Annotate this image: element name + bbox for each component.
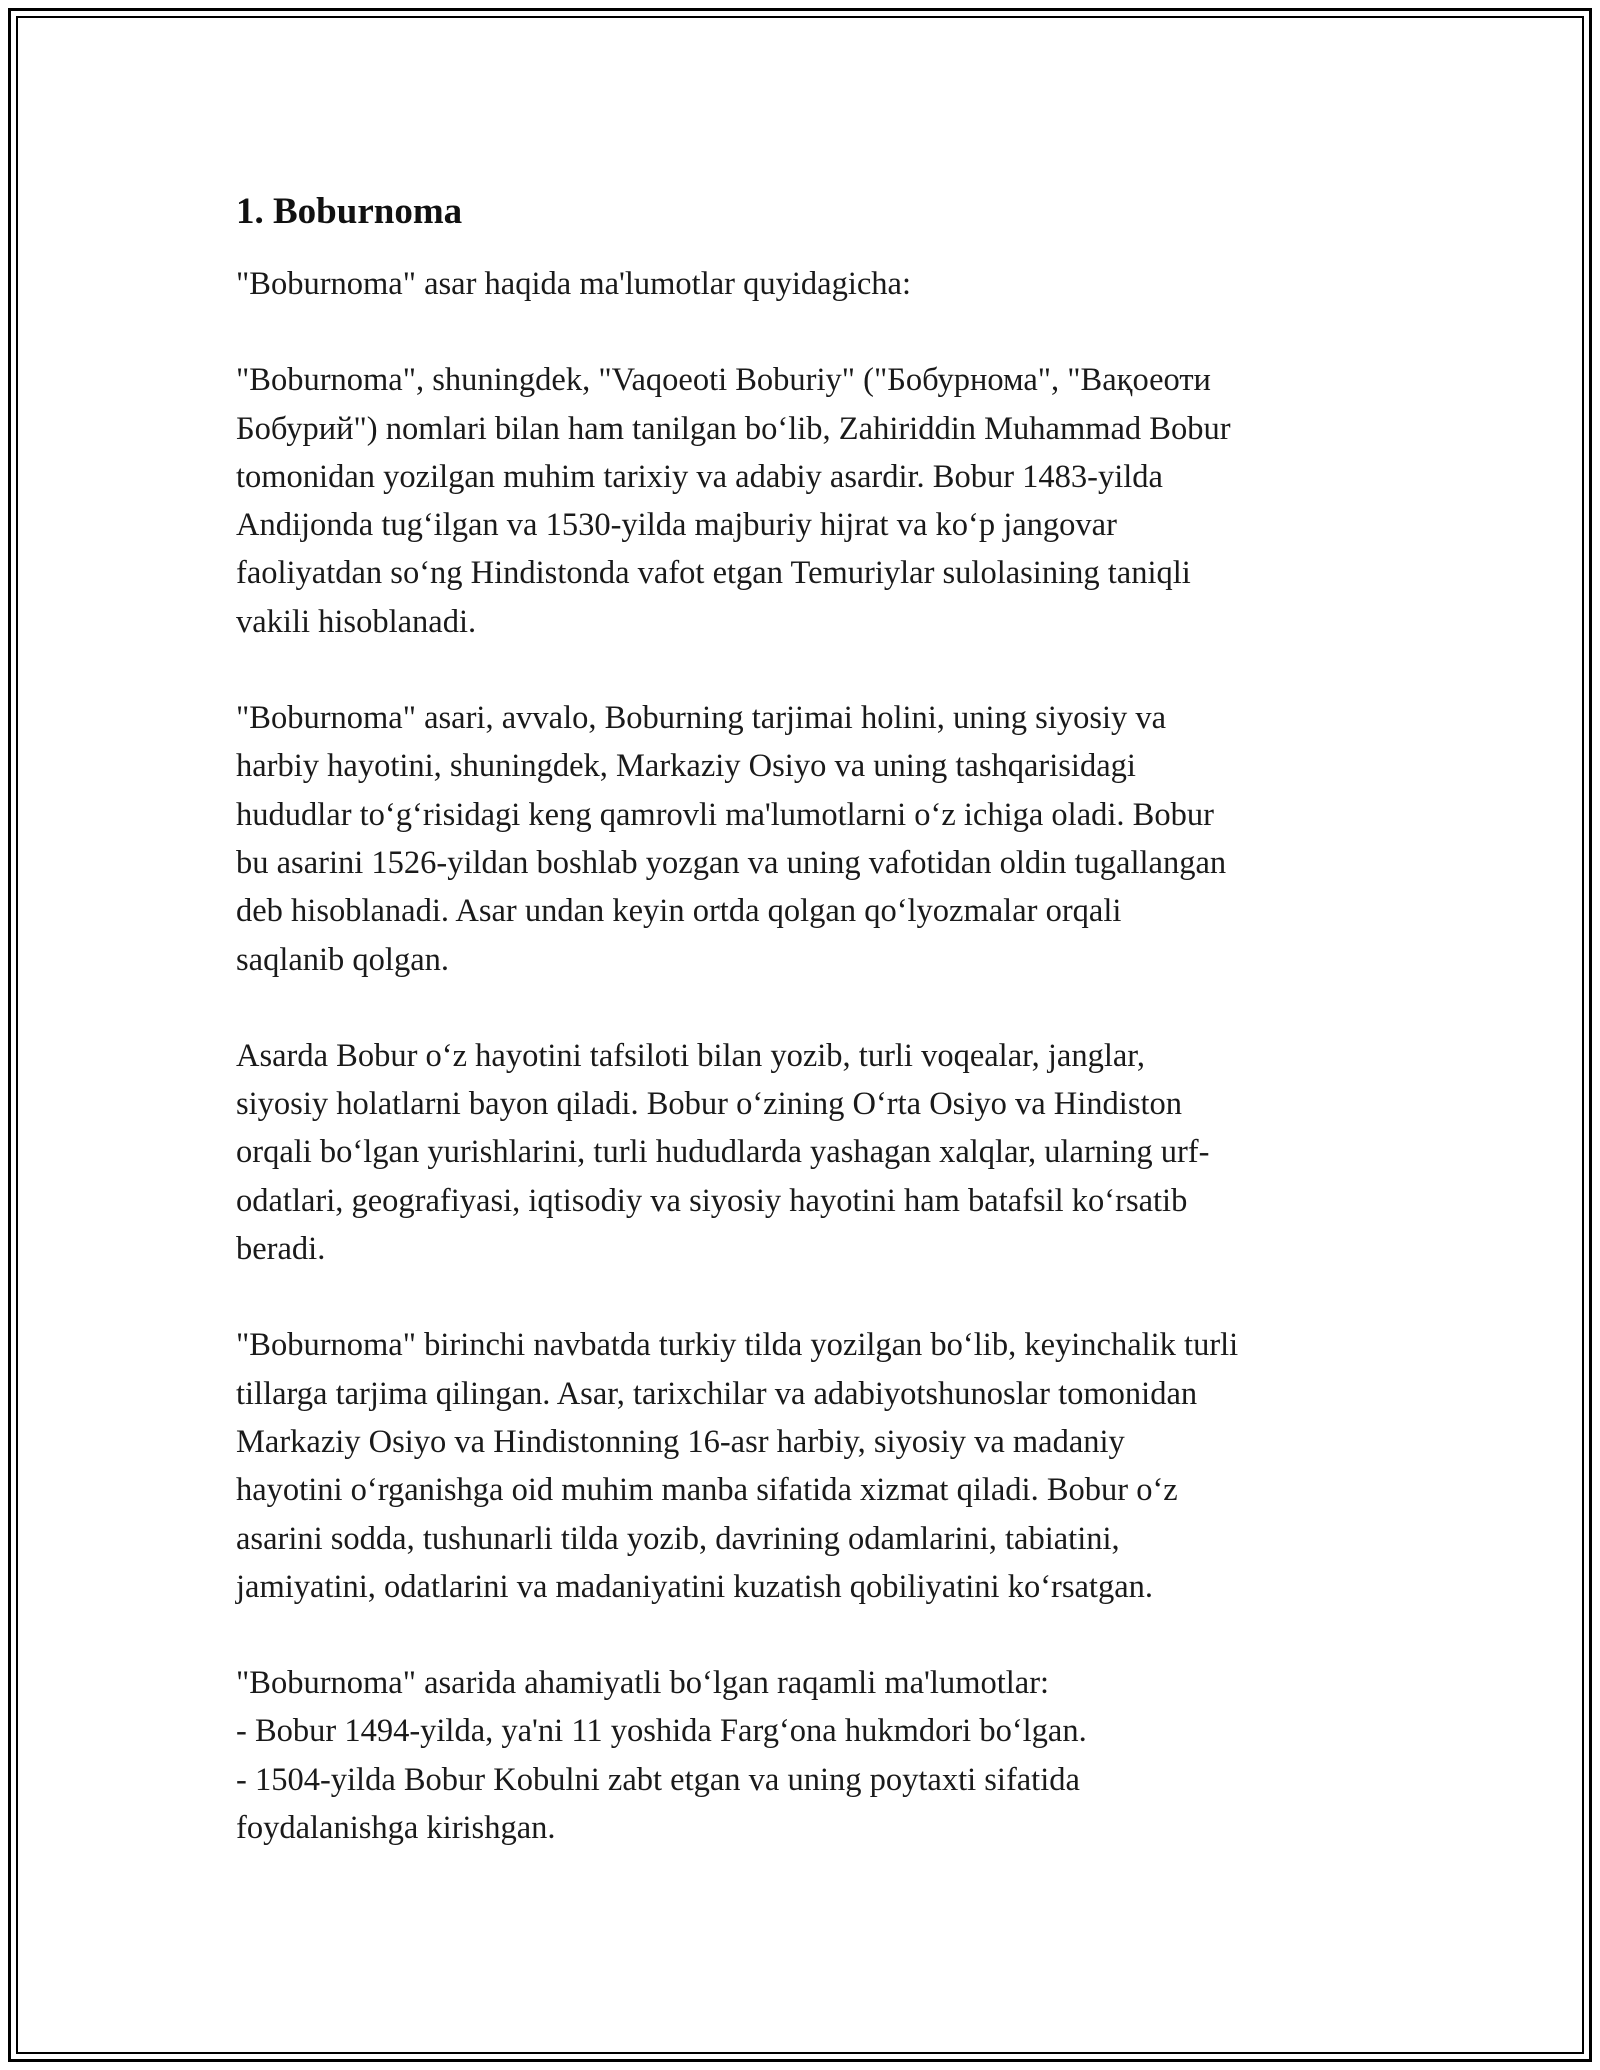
paragraph-language <box>236 1321 1376 1611</box>
text-line: Asarda Bobur oʻz hayotini tafsiloti bilan yozib, turli voqealar, janglar, <box>236 1037 1145 1074</box>
text-line: Markaziy Osiyo va Hindistonning 16-asr harbiy, siyosiy va madaniy <box>236 1423 1125 1460</box>
text-line: deb hisoblanadi. Asar undan keyin ortda qolgan qoʻlyozmalar orqali <box>236 893 1122 930</box>
text-line: vakili hisoblanadi. <box>236 603 477 640</box>
section-title: 1. Boburnoma <box>236 191 463 232</box>
text-line: beradi. <box>236 1231 326 1268</box>
paragraph-details <box>236 1032 1376 1273</box>
text-line: asarini sodda, tushunarli tilda yozib, davrining odamlarini, tabiatini, <box>236 1520 1120 1557</box>
text-line: orqali boʻlgan yurishlarini, turli hududlarda yashagan xalqlar, ularning urf- <box>236 1134 1210 1171</box>
text-line: bu asarini 1526-yildan boshlab yozgan va uning vafotidan oldin tugallangan <box>236 844 1227 881</box>
text-line: "Boburnoma" asarida ahamiyatli boʻlgan raqamli ma'lumotlar: <box>236 1665 1050 1702</box>
text-line: foydalanishga kirishgan. <box>236 1810 556 1847</box>
paragraph-intro <box>236 260 1376 308</box>
text-line: hayotini oʻrganishga oid muhim manba sifatida xizmat qiladi. Bobur oʻz <box>236 1472 1178 1509</box>
document-body <box>236 186 1376 1900</box>
paragraph-facts <box>236 1659 1376 1852</box>
paragraph-overview <box>236 356 1376 646</box>
text-line: tomonidan yozilgan muhim tarixiy va adabiy asardir. Bobur 1483-yilda <box>236 458 1163 495</box>
paragraph-content <box>236 694 1376 984</box>
list-item: - Bobur 1494-yilda, ya'ni 11 yoshida Fargʻona hukmdori boʻlgan. <box>236 1713 1087 1750</box>
text-line: "Boburnoma" birinchi navbatda turkiy tilda yozilgan boʻlib, keyinchalik turli <box>236 1327 1239 1364</box>
text-line: odatlari, geografiyasi, iqtisodiy va siyosiy hayotini ham batafsil koʻrsatib <box>236 1182 1188 1219</box>
text-line: faoliyatdan soʻng Hindistonda vafot etgan Temuriylar sulolasining taniqli <box>236 555 1191 592</box>
text-line: Бобурий") nomlari bilan ham tanilgan boʻlib, Zahiriddin Muhammad Bobur <box>236 410 1231 447</box>
text-line: hududlar toʻgʻrisidagi keng qamrovli ma'lumotlarni oʻz ichiga oladi. Bobur <box>236 796 1214 833</box>
text-line: siyosiy holatlarni bayon qiladi. Bobur oʻzining Oʻrta Osiyo va Hindiston <box>236 1086 1182 1123</box>
text-line: "Boburnoma", shuningdek, "Vaqoeoti Boburiy" ("Бобурнома", "Вақоеоти <box>236 362 1211 399</box>
text-line: harbiy hayotini, shuningdek, Markaziy Osiyo va uning tashqarisidagi <box>236 748 1136 785</box>
text-line: Andijonda tugʻilgan va 1530-yilda majburiy hijrat va koʻp jangovar <box>236 507 1117 544</box>
text-line: saqlanib qolgan. <box>236 941 450 978</box>
list-item: - 1504-yilda Bobur Kobulni zabt etgan va uning poytaxti sifatida <box>236 1761 1080 1798</box>
text-line: jamiyatini, odatlarini va madaniyatini kuzatish qobiliyatini koʻrsatgan. <box>236 1568 1153 1605</box>
text-line: "Boburnoma" asar haqida ma'lumotlar quyidagicha: <box>236 266 911 302</box>
text-line: tillarga tarjima qilingan. Asar, tarixchilar va adabiyotshunoslar tomonidan <box>236 1375 1198 1412</box>
text-line: "Boburnoma" asari, avvalo, Boburning tarjimai holini, uning siyosiy va <box>236 700 1167 737</box>
